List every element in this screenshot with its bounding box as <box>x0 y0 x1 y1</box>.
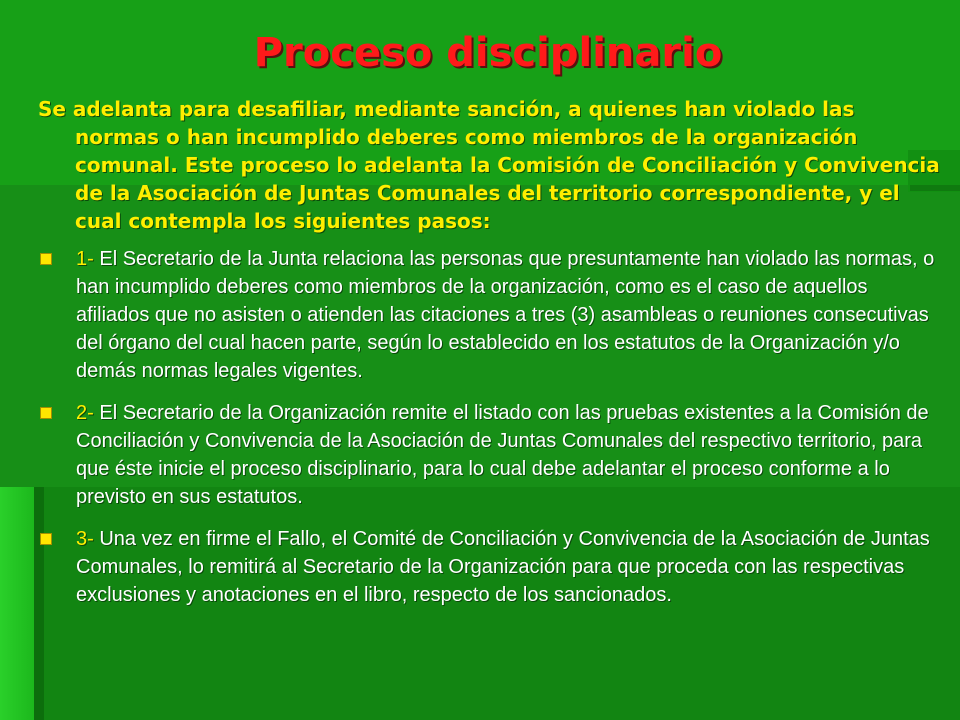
step-text: Una vez en firme el Fallo, el Comité de Conciliación y Convivencia de la Asociación de Juntas Comunales, lo remitirá al Secretario de la Organización para que proceda con las respectivas exclusiones y anotaciones en el libro, respecto de los sancionados. <box>76 528 930 606</box>
step-item-1 <box>38 245 938 385</box>
step-text: El Secretario de la Junta relaciona las personas que presuntamente han violado las normas, o han incumplido deberes como miembros de la organización, como es el caso de aquellos afiliados que no asisten o atienden las citaciones a tres (3) asambleas o reuniones consecutivas del órgano del cual hacen parte, según lo establecido en los estatutos de la Organización y/o demás normas legales vigentes. <box>76 248 935 382</box>
intro-paragraph: Se adelanta para desafiliar, mediante sanción, a quienes han violado las normas o han incumplido deberes como miembros de la organización comunal. Este proceso lo adelanta la Comisión de Conciliación y Convivencia de la Asociación de Juntas Comunales del territorio correspondiente, y el cual contempla los siguientes pasos: <box>38 97 940 233</box>
step-number: 1- <box>76 248 94 270</box>
slide-title: Proceso disciplinario <box>253 30 723 76</box>
step-text: El Secretario de la Organización remite el listado con las pruebas existentes a la Comisión de Conciliación y Convivencia de la Asociación de Juntas Comunales del respectivo territorio, para que éste inicie el proceso disciplinario, para lo cual debe adelantar el proceso conforme a lo previsto en sus estatutos. <box>76 402 929 508</box>
step-number: 2- <box>76 402 94 424</box>
step-number: 3- <box>76 528 94 550</box>
step-item-3 <box>38 525 938 609</box>
square-bullet-icon <box>40 407 52 419</box>
background-stripe-left <box>0 487 34 720</box>
square-bullet-icon <box>40 533 52 545</box>
step-item-2 <box>38 399 938 511</box>
steps-list <box>38 245 938 623</box>
square-bullet-icon <box>40 253 52 265</box>
